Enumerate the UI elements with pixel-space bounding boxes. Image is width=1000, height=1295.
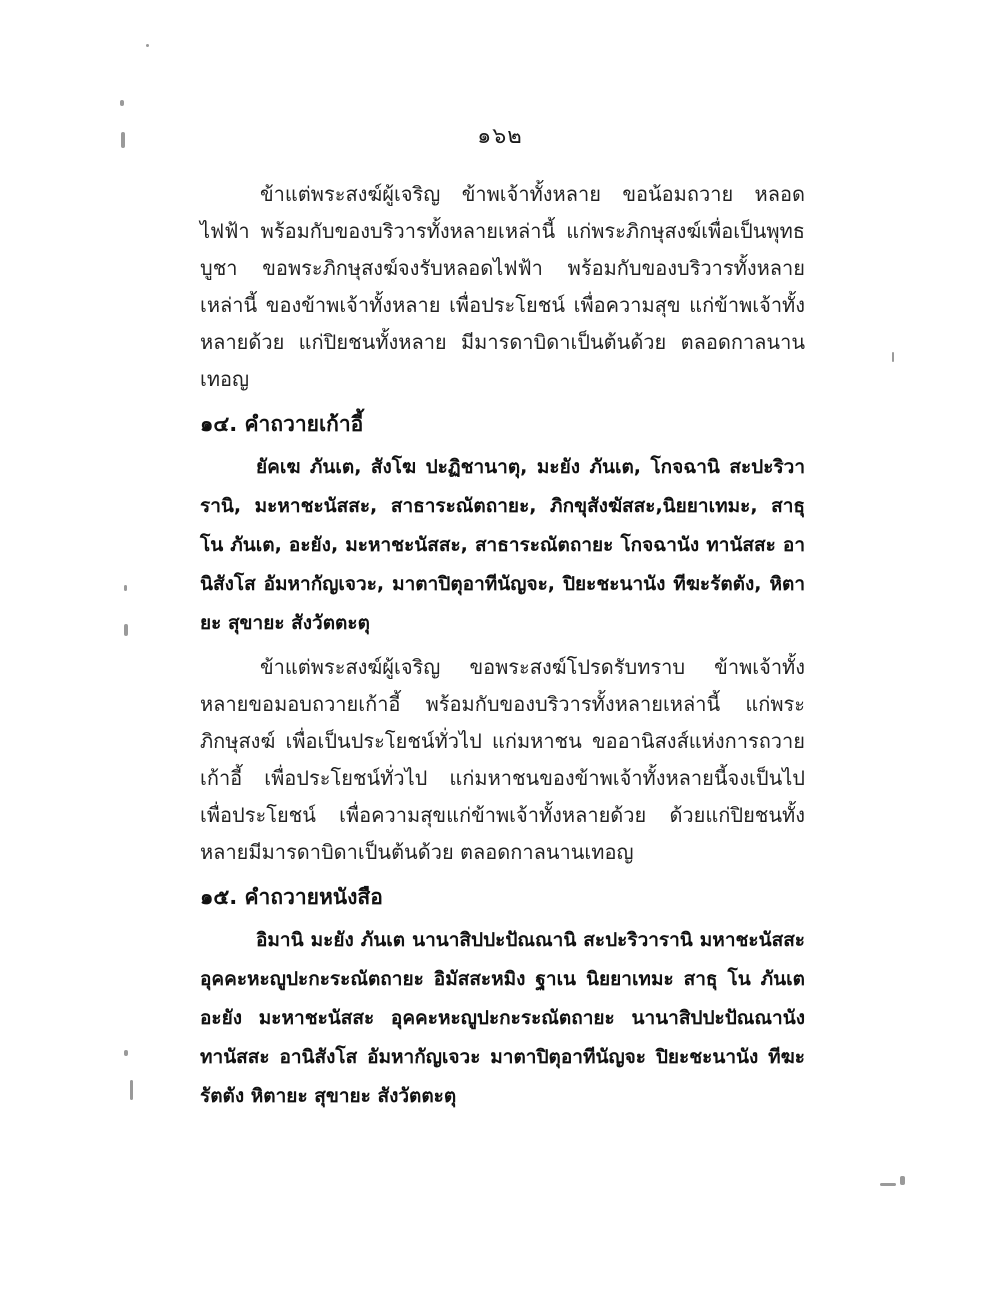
scan-mark xyxy=(124,1050,128,1056)
scan-mark xyxy=(900,1176,905,1185)
scan-mark xyxy=(124,624,128,636)
intro-paragraph: ข้าแต่พระสงฆ์ผู้เจริญ ข้าพเจ้าทั้งหลาย ขอน้อมถวาย หลอดไฟฟ้า พร้อมกับของบริวารทั้งหลายเหล่านี้ แก่พระภิกษุสงฆ์เพื่อเป็นพุทธบูชา ขอพระภิกษุสงฆ์จงรับหลอดไฟฟ้า พร้อมกับของบริวารทั้งหลายเหล่านี้ ของข้าพเจ้าทั้งหลาย เพื่อประโยชน์ เพื่อความสุข แก่ข้าพเจ้าทั้งหลายด้วย แก่ปิยชนทั้งหลาย มีมารดาบิดาเป็นต้นด้วย ตลอดกาลนานเทอญ xyxy=(200,182,805,391)
scan-mark xyxy=(880,1183,896,1186)
section-14-chant: ยัคเฆ ภันเต, สังโฆ ปะฏิชานาตุ, มะยัง ภันเต, โกจฉานิ สะปะริวารานิ, มะหาชะนัสสะ, สาธาระณัตถายะ, ภิกขุสังฆัสสะ,นิยยาเทมะ, สาธุ โน ภันเต, อะยัง, มะหาชะนัสสะ, สาธาระณัตถายะ โกจฉานัง ทานัสสะ อานิสังโส อัมหากัญเจวะ, มาตาปิตุอาทีนัญจะ, ปิยะชะนานัง ทีฆะรัตตัง, หิตายะ สุขายะ สังวัตตะตุ xyxy=(200,456,805,634)
section-15-chant: อิมานิ มะยัง ภันเต นานาสิปปะปัณณานิ สะปะริวารานิ มหาชะนัสสะ อุคคะหะญูปะกะระณัตถายะ อิมัสสะหมิง ฐาเน นิยยาเทมะ สาธุ โน ภันเต อะยัง มะหาชะนัสสะ อุคคะหะญูปะกะระณัตถายะ นานาสิปปะปัณณานัง ทานัสสะ อานิสังโส อัมหากัญเจวะ มาตาปิตุอาทีนัญจะ ปิยะชะนานัง ทีฆะรัตตัง หิตายะ สุขายะ สังวัตตะตุ xyxy=(200,929,805,1107)
page-number: ๑๖๒ xyxy=(477,124,523,149)
scan-mark xyxy=(120,100,124,106)
section-14-translation: ข้าแต่พระสงฆ์ผู้เจริญ ขอพระสงฆ์โปรดรับทราบ ข้าพเจ้าทั้งหลายขอมอบถวายเก้าอี้ พร้อมกับของบริวารทั้งหลายเหล่านี้ แก่พระภิกษุสงฆ์ เพื่อเป็นประโยชน์ทั่วไป แก่มหาชน ขออานิสงส์แห่งการถวายเก้าอี้ เพื่อประโยชน์ทั่วไป แก่มหาชนของข้าพเจ้าทั้งหลายนี้จงเป็นไป เพื่อประโยชน์ เพื่อความสุขแก่ข้าพเจ้าทั้งหลายด้วย ด้วยแก่ปิยชนทั้งหลายมีมารดาบิดาเป็นต้นด้วย ตลอดกาลนานเทอญ xyxy=(200,655,805,864)
section-15-heading: ๑๕. คำถวายหนังสือ xyxy=(200,885,383,909)
scan-mark xyxy=(892,352,894,362)
scan-mark xyxy=(146,44,149,47)
scan-mark xyxy=(130,1080,133,1100)
page-content xyxy=(200,176,805,1122)
scan-mark xyxy=(124,585,127,591)
section-14-heading: ๑๔. คำถวายเก้าอี้ xyxy=(200,412,364,436)
